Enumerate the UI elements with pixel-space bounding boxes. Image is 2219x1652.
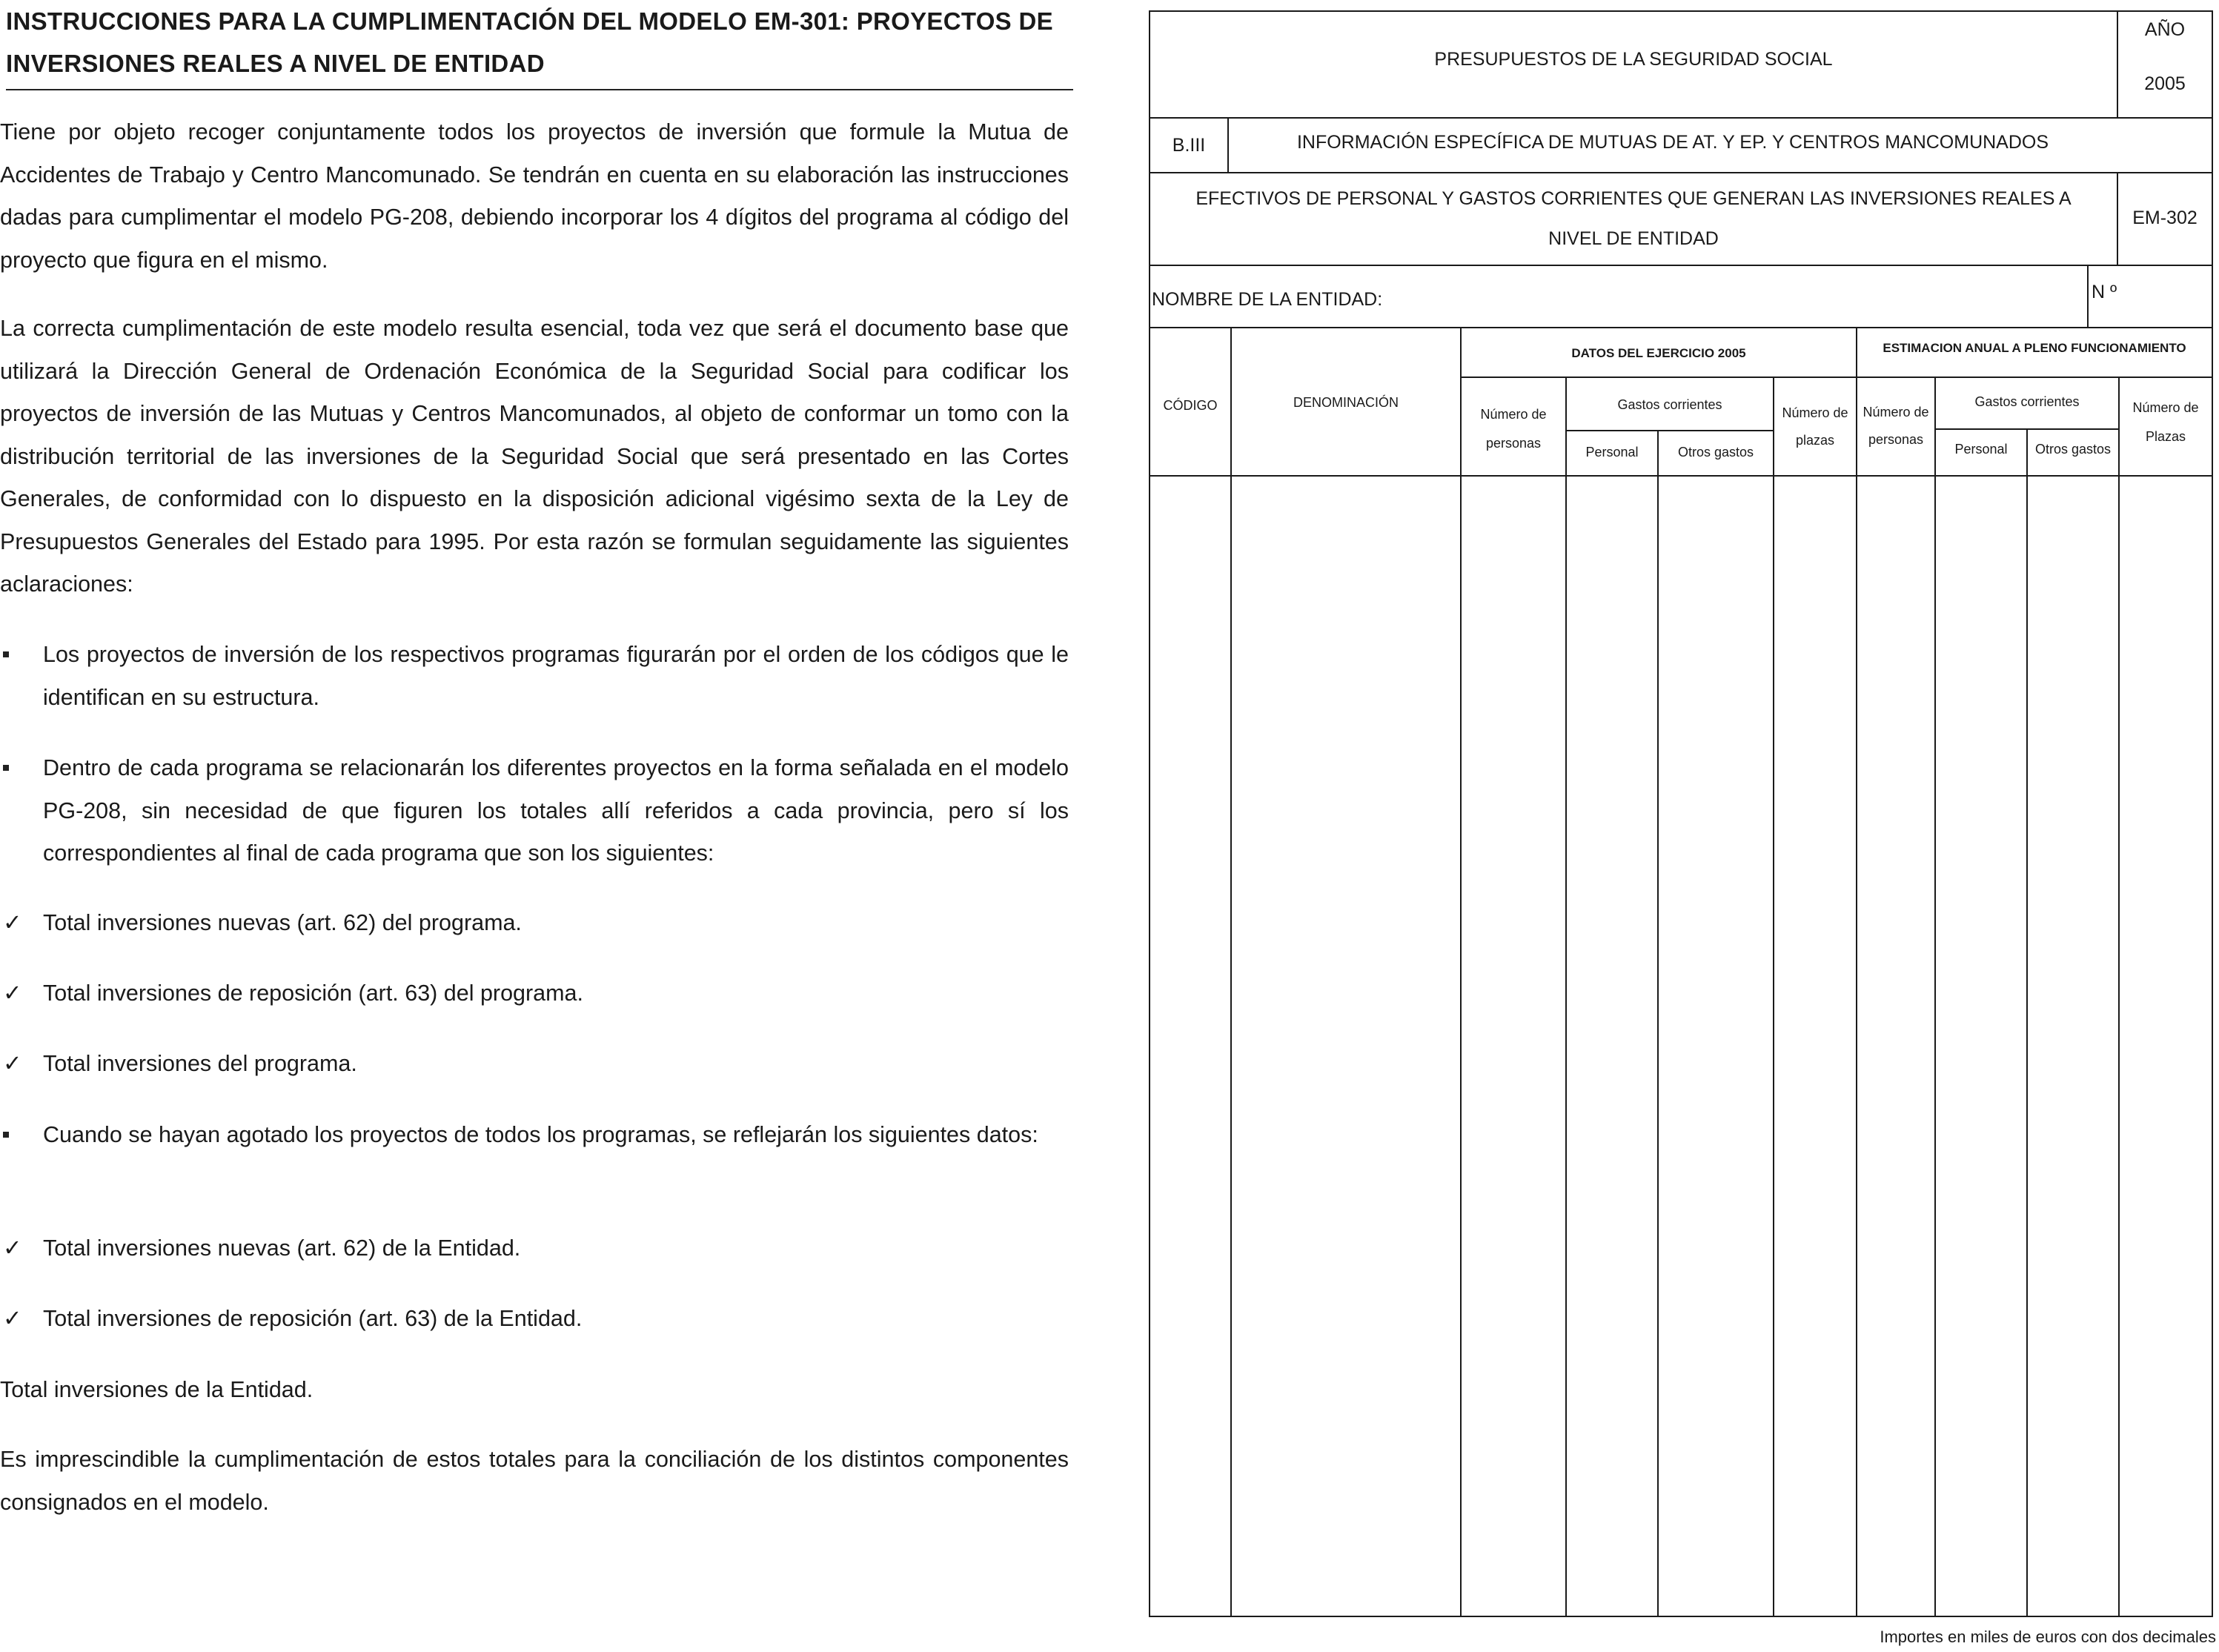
footnote: Importes en miles de euros con dos decimales (1880, 1628, 2216, 1646)
g1-numero-plazas-line1: Número de (1782, 405, 1848, 420)
divider-number (2087, 265, 2089, 327)
section-title: INFORMACIÓN ESPECÍFICA DE MUTUAS DE AT. Y EP. Y CENTROS MANCOMUNADOS (1296, 132, 2049, 153)
check-text: Total inversiones de reposición (art. 63) de la Entidad. (43, 1306, 583, 1331)
col-line (1934, 376, 1936, 1617)
check-icon: ✓ (3, 981, 22, 1006)
paragraph-imprescindible: Es imprescindible la cumplimentación de estos totales para la conciliación de los distintos componentes consignados en el modelo. (0, 1447, 1069, 1515)
check-text: Total inversiones de reposición (art. 63) del programa. (43, 981, 583, 1006)
check-icon: ✓ (3, 1306, 22, 1331)
col-line (1565, 376, 1567, 1617)
bullet-text: Dentro de cada programa se relacionarán los diferentes proyectos en la forma señalada en el modelo PG-208, sin necesidad de que figuren los totales allí referidos a cada provincia, pero sí los correspondientes al final de cada programa que son los siguientes: (43, 755, 1069, 866)
col-header-denominacion: DENOMINACIÓN (1293, 395, 1399, 410)
section-code: B.III (1172, 135, 1206, 156)
g2-numero-personas-line2: personas (1868, 432, 1924, 447)
entity-number-label: N º (2092, 282, 2117, 302)
rule-group-titles (1460, 376, 2213, 378)
col-line (1856, 327, 1857, 1617)
g1-gastos-corrientes: Gastos corrientes (1617, 397, 1722, 412)
rule-column-header (1149, 475, 2213, 477)
rule-header (1149, 117, 2213, 119)
bullet-text: Cuando se hayan agotado los proyectos de todos los programas, se reflejarán los siguientes datos: (43, 1122, 1038, 1147)
instructions-title: INSTRUCCIONES PARA LA CUMPLIMENTACIÓN DEL MODELO EM-301: PROYECTOS DE INVERSIONES REALES A NIVEL DE ENTIDAD (6, 7, 1053, 77)
year-value: 2005 (2144, 73, 2186, 94)
g1-numero-plazas-line2: plazas (1795, 433, 1835, 448)
paragraph-objeto: Tiene por objeto recoger conjuntamente todos los proyectos de inversión que formule la Mutua de Accidentes de Trabajo y Centro Mancomunado. Se tendrán en cuenta en su elaboración las instrucciones dadas para cumplimentar el modelo PG-208, debiendo incorporar los 4 dígitos del programa al código del proyecto que figura en el mismo. (0, 119, 1069, 273)
form-subtitle-line1: EFECTIVOS DE PERSONAL Y GASTOS CORRIENTES QUE GENERAN LAS INVERSIONES REALES A (1195, 188, 2072, 209)
g2-numero-plazas-line1: Número de (2132, 400, 2199, 415)
check-text: Total inversiones del programa. (43, 1051, 357, 1076)
group-header-estimacion: ESTIMACION ANUAL A PLENO FUNCIONAMIENTO (1883, 341, 2186, 355)
g1-personal: Personal (1585, 445, 1639, 460)
g2-numero-personas-line1: Número de (1863, 405, 1929, 419)
bullet-text: Los proyectos de inversión de los respectivos programas figurarán por el orden de los códigos que le identifican en su estructura. (43, 642, 1069, 710)
form-border-left (1149, 10, 1150, 1617)
col-line (2118, 376, 2120, 1617)
form-header-title: PRESUPUESTOS DE LA SEGURIDAD SOCIAL (1434, 49, 1833, 70)
rule-entity (1149, 327, 2213, 328)
col-header-codigo: CÓDIGO (1163, 398, 1218, 413)
g1-numero-personas-line1: Número de (1480, 407, 1547, 422)
g2-otros-gastos: Otros gastos (2034, 442, 2112, 457)
group-header-ejercicio: DATOS DEL EJERCICIO 2005 (1571, 346, 1746, 360)
rule-g1-gastos (1565, 430, 1774, 431)
g2-gastos-corrientes: Gastos corrientes (1974, 394, 2080, 409)
g1-numero-personas-line2: personas (1485, 436, 1542, 451)
model-code: EM-302 (2132, 208, 2198, 228)
year-label: AÑO (2144, 19, 2186, 40)
col-line (1657, 430, 1659, 1617)
col-line (1773, 376, 1774, 1617)
check-text: Total inversiones nuevas (art. 62) del programa. (43, 910, 522, 935)
check-text: Total inversiones nuevas (art. 62) de la Entidad. (43, 1235, 521, 1261)
check-icon: ✓ (3, 910, 22, 935)
col-line (1230, 327, 1232, 1617)
paragraph-total-entidad: Total inversiones de la Entidad. (0, 1377, 314, 1402)
form-border-top (1149, 10, 2213, 12)
form-border-bottom (1149, 1616, 2213, 1617)
check-icon: ✓ (3, 1051, 22, 1076)
rule-section (1149, 172, 2213, 173)
form-border-right (2212, 10, 2213, 1617)
form-subtitle-line2: NIVEL DE ENTIDAD (1548, 228, 1719, 249)
entity-name-label: NOMBRE DE LA ENTIDAD: (1152, 289, 1383, 310)
paragraph-cumplimentacion: La correcta cumplimentación de este modelo resulta esencial, toda vez que será el documento base que utilizará la Dirección General de Ordenación Económica de la Seguridad Social para codificar los proyectos de inversión de las Mutuas y Centros Mancomunados, al objeto de conformar un tomo con la distribución territorial de las inversiones de la Seguridad Social que será presentado en las Cortes Generales, de conformidad con lo dispuesto en la disposición adicional vigésimo sexta de la Ley de Presupuestos Generales del Estado para 1995. Por esta razón se formulan seguidamente las siguientes aclaraciones: (0, 316, 1069, 597)
check-icon: ✓ (3, 1235, 22, 1261)
g2-personal: Personal (1954, 442, 2008, 457)
g2-numero-plazas-line2: Plazas (2145, 429, 2186, 444)
rule-subtitle (1149, 265, 2213, 266)
col-line (2026, 428, 2028, 1617)
col-line (1460, 327, 1462, 1617)
g1-otros-gastos: Otros gastos (1677, 445, 1754, 460)
